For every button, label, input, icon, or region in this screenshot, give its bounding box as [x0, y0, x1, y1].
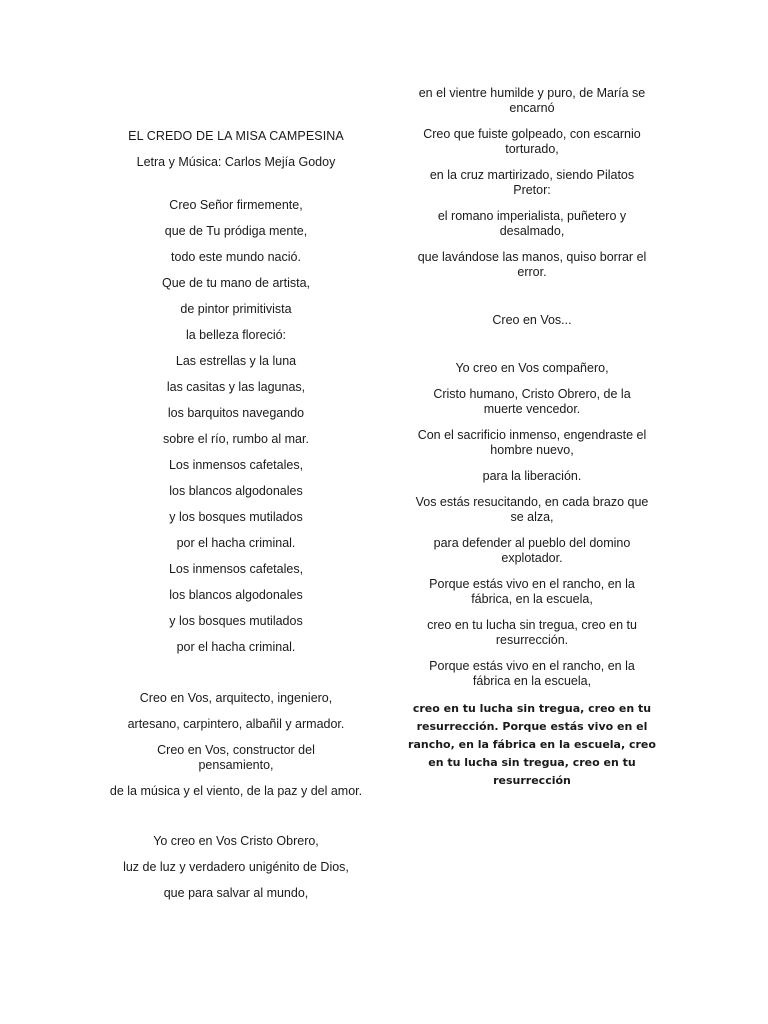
lyric-line: la belleza floreció: — [185, 328, 287, 342]
lyric-line: Cristo humano, Cristo Obrero, de la muerte vencedor. — [433, 387, 631, 416]
lyric-line: Que de tu mano de artista, — [161, 276, 310, 290]
lyric-line: Los inmensos cafetales, — [168, 458, 304, 472]
lyric-line: que lavándose las manos, quiso borrar el error. — [417, 250, 647, 279]
left-stanza-1 — [108, 198, 364, 655]
left-column — [108, 129, 364, 912]
lyric-line: luz de luz y verdadero unigénito de Dios, — [123, 860, 349, 874]
lyric-line: en el vientre humilde y puro, de María se encarnó — [418, 86, 646, 115]
lyric-line: Creo en Vos, arquitecto, ingeniero, — [139, 691, 333, 705]
lyric-line: y los bosques mutilados — [169, 614, 303, 628]
lyric-line: Creo que fuiste golpeado, con escarnio torturado, — [423, 127, 641, 156]
right-stanza-3 — [404, 361, 660, 689]
right-stanza-1 — [404, 86, 660, 280]
lyric-line: Los inmensos cafetales, — [168, 562, 304, 576]
lyric-line: y los bosques mutilados — [169, 510, 303, 524]
lyric-line: por el hacha criminal. — [176, 640, 296, 654]
left-stanza-2 — [108, 691, 364, 799]
lyric-line: Creo en Vos... — [492, 313, 572, 327]
lyric-line: por el hacha criminal. — [176, 536, 296, 550]
lyric-line: Creo Señor firmemente, — [169, 198, 303, 212]
lyric-line: Creo en Vos, constructor del pensamiento, — [157, 743, 315, 772]
bold-closing-verse: creo en tu lucha sin tregua, creo en tu resurrección. Porque estás vivo en el rancho, en la fábrica en la escuela, creo en tu lucha sin tregua, creo en tu resurrección — [408, 702, 656, 787]
lyric-line: en la cruz martirizado, siendo Pilatos Pretor: — [429, 168, 635, 197]
lyric-line: de la música y el viento, de la paz y del amor. — [109, 784, 363, 798]
lyric-line: Porque estás vivo en el rancho, en la fábrica en la escuela, — [429, 659, 635, 688]
lyric-line: para la liberación. — [482, 469, 582, 483]
stanza-gap — [404, 339, 660, 361]
lyric-line: sobre el río, rumbo al mar. — [163, 432, 309, 446]
lyric-line: para defender al pueblo del domino explotador. — [433, 536, 631, 565]
lyric-line: las casitas y las lagunas, — [166, 380, 306, 394]
lyric-line: el romano imperialista, puñetero y desalmado, — [437, 209, 627, 238]
stanza-gap — [108, 810, 364, 834]
lyric-line: todo este mundo nació. — [171, 250, 301, 264]
lyric-line: creo en tu lucha sin tregua, creo en tu resurrección. — [427, 618, 637, 647]
stanza-gap — [108, 666, 364, 691]
song-title: EL CREDO DE LA MISA CAMPESINA — [128, 129, 344, 143]
lyric-line: los blancos algodonales — [169, 588, 303, 602]
lyric-line: que de Tu pródiga mente, — [164, 224, 308, 238]
lyric-line: de pintor primitivista — [180, 302, 292, 316]
lyric-line: los blancos algodonales — [169, 484, 303, 498]
song-credits: Letra y Música: Carlos Mejía Godoy — [136, 155, 336, 169]
right-stanza-2 — [404, 313, 660, 328]
left-stanza-3 — [108, 834, 364, 901]
lyric-line: que para salvar al mundo, — [163, 886, 309, 900]
right-column — [404, 86, 660, 790]
lyric-line: Yo creo en Vos compañero, — [455, 361, 609, 375]
lyric-line: Porque estás vivo en el rancho, en la fábrica, en la escuela, — [429, 577, 635, 606]
lyric-line: Las estrellas y la luna — [175, 354, 297, 368]
stanza-gap — [404, 291, 660, 313]
lyric-line: Yo creo en Vos Cristo Obrero, — [153, 834, 319, 848]
lyric-line: artesano, carpintero, albañil y armador. — [127, 717, 345, 731]
lyric-line: los barquitos navegando — [167, 406, 305, 420]
stanza-gap — [108, 170, 364, 198]
lyric-line: Con el sacrificio inmenso, engendraste el hombre nuevo, — [417, 428, 647, 457]
lyric-line: Vos estás resucitando, en cada brazo que se alza, — [415, 495, 649, 524]
